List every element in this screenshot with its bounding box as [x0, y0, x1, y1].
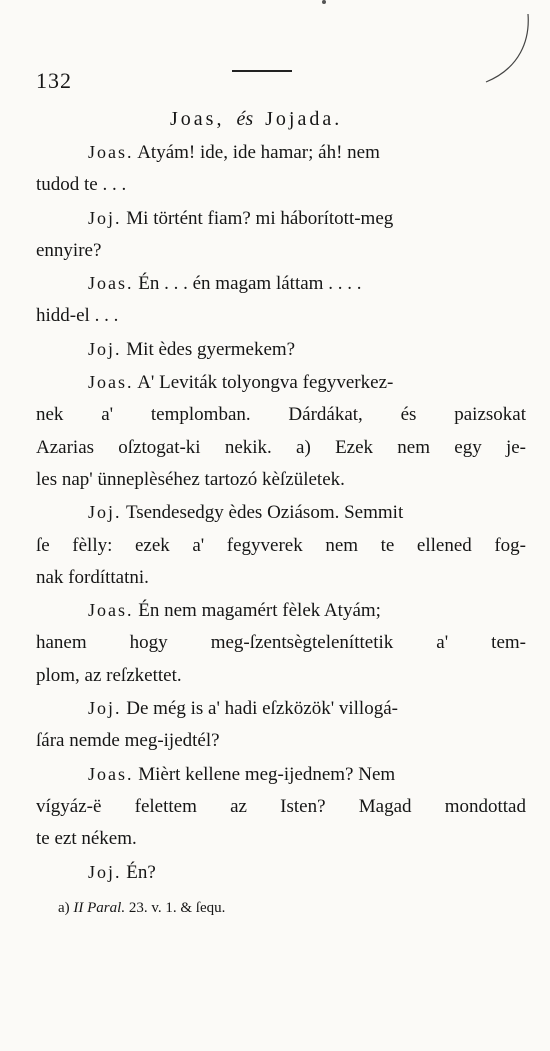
line-text: Mièrt kellene meg-ijednem? Nem — [138, 763, 396, 785]
text-line — [36, 530, 526, 562]
line-text: Mit èdes gyermekem? — [126, 338, 296, 360]
line-text: Én? — [126, 861, 156, 883]
line-text: nak fordíttatni. — [36, 566, 149, 588]
line-text: les nap' ünneplèséhez tartozó kèſzületek. — [36, 468, 345, 490]
text-line — [36, 300, 526, 332]
line-text: A' Leviták tolyongva fegyverkez- — [137, 372, 394, 394]
line-text: Én . . . én magam láttam . . . . — [138, 273, 362, 295]
text-line — [36, 594, 526, 627]
line-text: ennyire? — [36, 239, 102, 261]
speaker-name: Joas. — [88, 142, 134, 162]
text-line — [36, 333, 526, 366]
line-text: nek a' templomban. Dárdákat, és paizsokat — [36, 404, 526, 426]
heading-conjunction: és — [236, 108, 254, 130]
footnote-citation: 23. v. 1. & ſequ. — [128, 900, 226, 916]
pencil-mark-icon — [480, 10, 540, 85]
header-rule — [232, 70, 292, 72]
line-text: vígyáz-ë felettem az Isten? Magad mondottad — [36, 795, 526, 817]
speaker-name: Joas. — [88, 273, 134, 294]
text-line — [36, 464, 526, 496]
ink-speck — [322, 0, 326, 4]
text-line — [36, 823, 526, 855]
speaker-name: Joj. — [88, 207, 122, 228]
text-line — [36, 202, 526, 235]
speaker-name: Joj. — [88, 502, 122, 523]
text-line — [36, 856, 526, 889]
text-line — [36, 660, 526, 692]
heading-character-2: Jojada. — [265, 108, 343, 130]
line-text: Azarias oſztogat-ki nekik. a) Ezek nem egy je- — [36, 436, 526, 458]
line-text: te ezt nékem. — [36, 828, 137, 850]
text-line — [36, 496, 526, 529]
text-line — [36, 432, 526, 464]
line-text: Tsendesedgy èdes Oziásom. Semmit — [125, 502, 404, 524]
text-line — [36, 235, 526, 267]
text-line — [36, 136, 526, 169]
line-text: Atyám! ide, ide hamar; áh! nem — [137, 142, 380, 163]
footnote-reference: II Paral. — [73, 900, 126, 916]
dialogue-text — [36, 136, 526, 889]
text-line — [36, 692, 526, 725]
line-text: ſára nemde meg-ijedtél? — [36, 730, 220, 752]
text-line — [36, 267, 526, 300]
speaker-name: Joj. — [88, 861, 122, 882]
footnote — [58, 900, 225, 917]
line-text: plom, az reſzkettet. — [36, 664, 182, 686]
line-text: Mi történt fiam? mi háborított-meg — [126, 207, 394, 229]
text-line — [36, 725, 526, 757]
line-text: hidd-el . . . — [36, 305, 119, 327]
page-number: 132 — [36, 68, 72, 93]
line-text: ſe fèlly: ezek a' fegyverek nem te ellened fog- — [36, 534, 526, 556]
text-line — [36, 758, 526, 791]
text-line — [36, 627, 526, 659]
speaker-name: Joj. — [88, 698, 122, 719]
line-text: Én nem magamért fèlek Atyám; — [138, 600, 381, 622]
text-line — [36, 562, 526, 594]
text-line — [36, 169, 526, 201]
speaker-name: Joas. — [88, 600, 134, 621]
text-line — [36, 366, 526, 399]
scene-heading — [170, 108, 342, 131]
line-text: De még is a' hadi eſzközök' villogá- — [126, 698, 398, 720]
speaker-name: Joj. — [88, 338, 122, 359]
text-line — [36, 399, 526, 431]
line-text: tudod te . . . — [36, 174, 127, 196]
footnote-marker: a) — [58, 900, 70, 916]
text-line — [36, 791, 526, 823]
speaker-name: Joas. — [88, 372, 134, 393]
speaker-name: Joas. — [88, 763, 134, 784]
line-text: hanem hogy meg-ſzentsègteleníttetik a' tem- — [36, 632, 526, 654]
heading-character-1: Joas, — [170, 108, 225, 130]
